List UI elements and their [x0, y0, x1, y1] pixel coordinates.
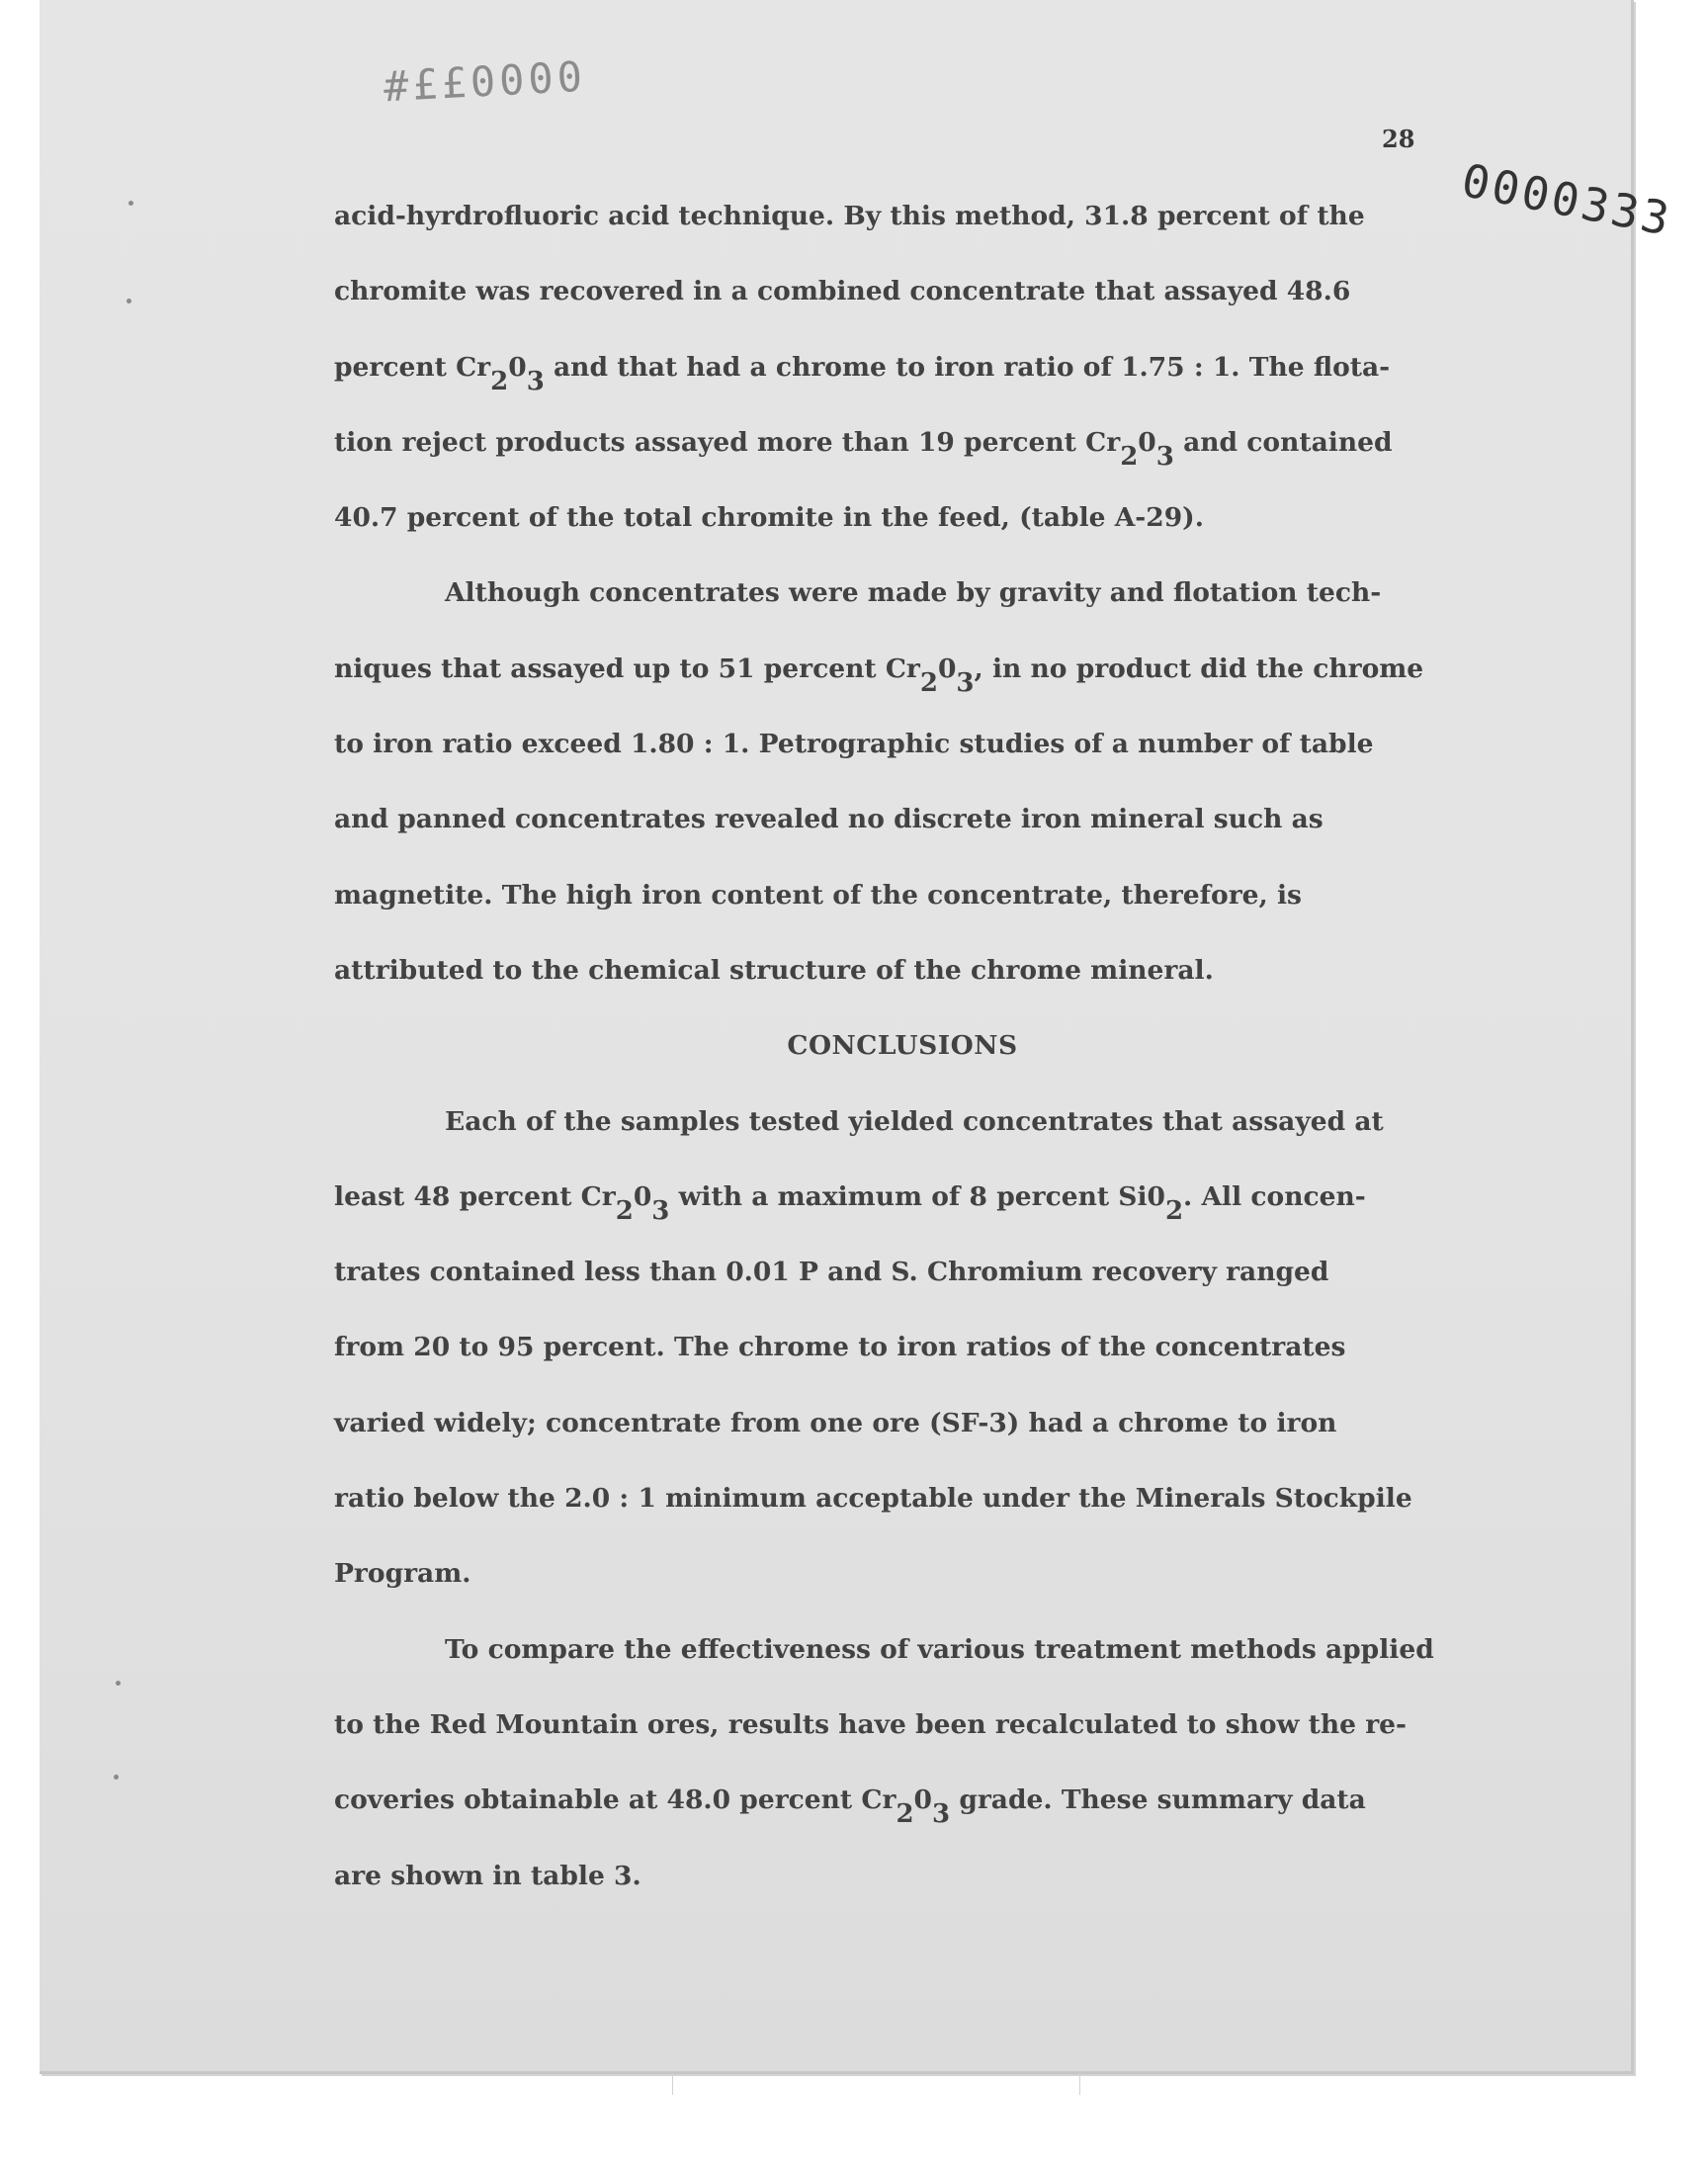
body-text [334, 193, 1461, 1928]
scan-speck [128, 201, 133, 206]
text-line: attributed to the chemical structure of the chrome mineral. [334, 954, 1214, 986]
text-line: niques that assayed up to 51 percent Cr203, in no product did the chrome [334, 652, 1424, 698]
paragraph-first-line: Each of the samples tested yielded concentrates that assayed at [445, 1105, 1384, 1137]
text-line: tion reject products assayed more than 19 percent Cr203 and contained [334, 426, 1393, 472]
paragraph-first-line: To compare the effectiveness of various treatment methods applied [445, 1633, 1434, 1665]
text-line: acid-hyrdrofluoric acid technique. By this method, 31.8 percent of the [334, 201, 1365, 231]
text-line: varied widely; concentrate from one ore (SF-3) had a chrome to iron [334, 1407, 1337, 1438]
old-document-number-stamp: #££0000 [382, 51, 588, 112]
scan-speck [127, 299, 131, 304]
text-line: are shown in table 3. [334, 1860, 641, 1891]
section-heading: CONCLUSIONS [787, 1030, 1018, 1062]
page-edge-line [672, 2073, 673, 2095]
text-line: 40.7 percent of the total chromite in the feed, (table A-29). [334, 502, 1204, 534]
text-line: magnetite. The high iron content of the concentrate, therefore, is [334, 879, 1302, 911]
scan-speck [114, 1775, 119, 1780]
document-number-stamp: 0000333 [1457, 153, 1676, 247]
text-line: least 48 percent Cr203 with a maximum of 8 percent Si02. All concen- [334, 1180, 1366, 1226]
text-line: chromite was recovered in a combined concentrate that assayed 48.6 [334, 276, 1351, 307]
text-line: to the Red Mountain ores, results have been recalculated to show the re- [334, 1708, 1408, 1740]
text-line: Program. [334, 1558, 471, 1590]
text-line: and panned concentrates revealed no discrete iron mineral such as [334, 804, 1324, 835]
scan-speck [116, 1681, 121, 1686]
text-line: trates contained less than 0.01 P and S. Chromium recovery ranged [334, 1257, 1329, 1288]
page-edge-line [1079, 2073, 1080, 2095]
text-line: coveries obtainable at 48.0 percent Cr203 grade. These summary data [334, 1784, 1366, 1830]
text-line: ratio below the 2.0 : 1 minimum acceptable under the Minerals Stockpile [334, 1483, 1412, 1515]
text-line: from 20 to 95 percent. The chrome to iron ratios of the concentrates [334, 1332, 1346, 1363]
paragraph-first-line: Although concentrates were made by gravity and flotation tech- [445, 577, 1382, 609]
text-line: percent Cr203 and that had a chrome to iron ratio of 1.75 : 1. The flota- [334, 351, 1391, 396]
scanned-page [40, 0, 1676, 2074]
page-number: 28 [1382, 125, 1415, 153]
text-line: to iron ratio exceed 1.80 : 1. Petrographic studies of a number of table [334, 729, 1374, 760]
